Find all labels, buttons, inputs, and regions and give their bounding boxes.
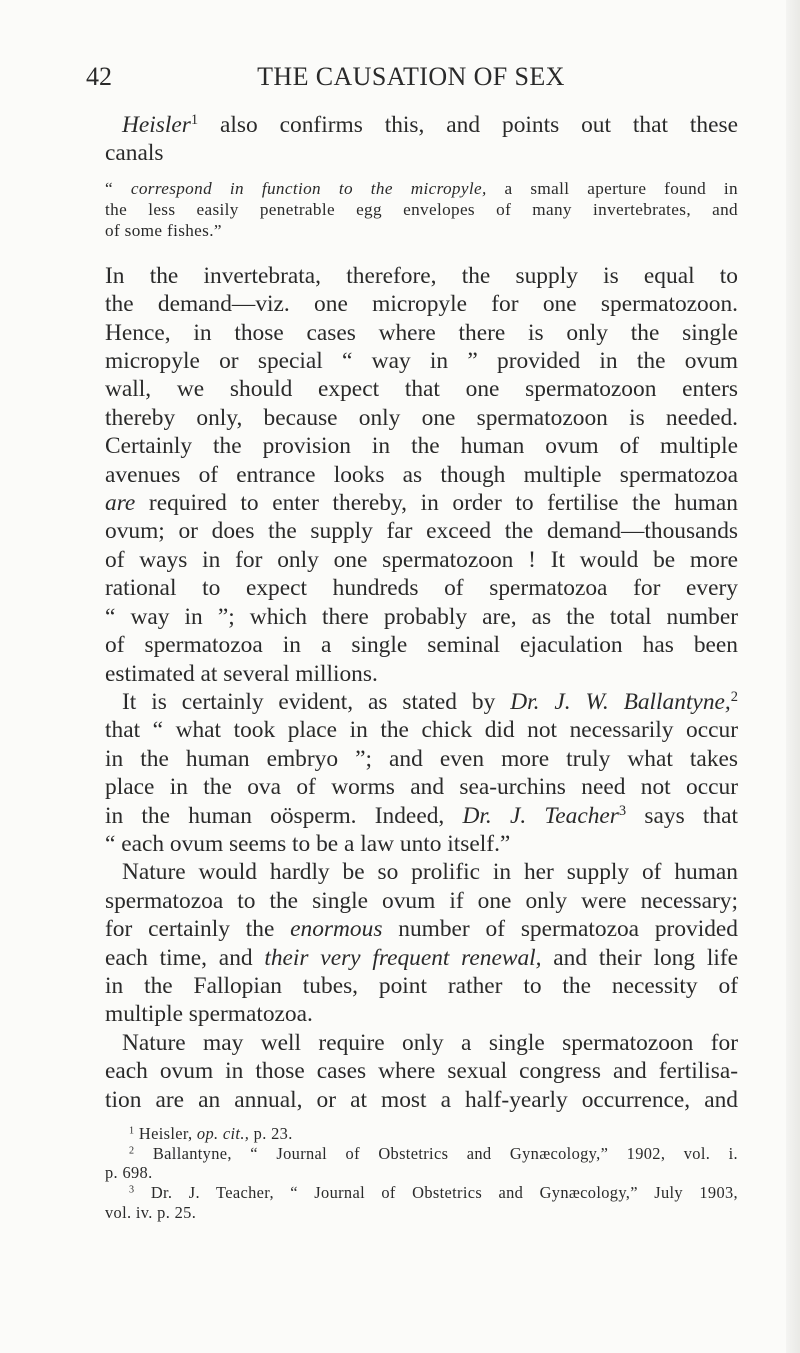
text-line: each ovum in those cases where sexual congress and fertilisa- bbox=[105, 1058, 738, 1085]
footnotes bbox=[105, 1124, 738, 1223]
text-line: place in the ova of worms and sea-urchins need not occur bbox=[105, 774, 738, 801]
text-line: “ way in ”; which there probably are, as the total number bbox=[105, 603, 738, 630]
footnote-1: $^1$ Heisler, op. cit., p. 23. bbox=[129, 1124, 293, 1143]
footnote-ref: 2 bbox=[730, 688, 738, 705]
text-line: ovum; or does the supply far exceed the demand—thousands bbox=[105, 518, 738, 545]
text-line: canals bbox=[105, 140, 164, 167]
text-line: Hence, in those cases where there is only the single bbox=[105, 319, 738, 346]
footnote-ref: 1 bbox=[190, 112, 199, 129]
text-line: multiple spermatozoa. bbox=[105, 1001, 313, 1028]
page-edge bbox=[786, 0, 800, 1353]
text-line: avenues of entrance looks as though multiple spermatozoa bbox=[105, 461, 738, 488]
text-line: in the human oösperm. Indeed, Dr. J. Teacher$^3$ says that bbox=[105, 802, 738, 829]
text-line: spermatozoa to the single ovum if one only were necessary; bbox=[105, 887, 738, 914]
intro-paragraph bbox=[105, 111, 738, 168]
text-line: wall, we should expect that one spermatozoon enters bbox=[105, 376, 738, 403]
running-head: THE CAUSATION OF SEX bbox=[257, 62, 565, 91]
text-line: thereby only, because only one spermatozoon is needed. bbox=[105, 404, 738, 431]
text-line: in the human embryo ”; and even more truly what takes bbox=[105, 745, 738, 772]
text-line: that “ what took place in the chick did not necessarily occur bbox=[105, 717, 738, 744]
text-line: It is certainly evident, as stated by Dr. J. W. Ballantyne,$^2$ bbox=[122, 688, 738, 715]
text-line: In the invertebrata, therefore, the supply is equal to bbox=[105, 262, 738, 289]
text-line: in the Fallopian tubes, point rather to the necessity of bbox=[105, 972, 738, 999]
footnote-2-cont: p. 698. bbox=[105, 1163, 153, 1183]
text-line: estimated at several millions. bbox=[105, 660, 378, 687]
text-line: Certainly the provision in the human ovum of multiple bbox=[105, 433, 738, 460]
page-header bbox=[86, 62, 736, 98]
text-line: the demand—viz. one micropyle for one spermatozoon. bbox=[105, 291, 738, 318]
paragraph bbox=[105, 688, 738, 858]
block-quote bbox=[105, 178, 738, 241]
footnote-2: $^2$ Ballantyne, “ Journal of Obstetrics and Gynæcology,” 1902, vol. i. bbox=[129, 1143, 738, 1163]
text-line: of spermatozoa in a single seminal ejaculation has been bbox=[105, 632, 738, 659]
text-line: rational to expect hundreds of spermatozoa for every bbox=[105, 575, 738, 602]
paragraph bbox=[105, 262, 738, 688]
quote-line: of some fishes.” bbox=[105, 220, 222, 240]
text-line: of ways in for only one spermatozoon ! It would be more bbox=[105, 546, 738, 573]
paragraph bbox=[105, 1029, 738, 1114]
body-text bbox=[105, 111, 739, 1223]
text-line: Heisler$^1$ also confirms this, and points out that these bbox=[122, 112, 738, 138]
text-line: are required to enter thereby, in order to fertilise the human bbox=[105, 490, 738, 517]
text-line: tion are an annual, or at most a half-yearly occurrence, and bbox=[105, 1086, 738, 1113]
footnote-ref: 3 bbox=[618, 802, 627, 819]
text-line: for certainly the enormous number of spermatozoa provided bbox=[105, 916, 739, 943]
text-line: Nature may well require only a single spermatozoon for bbox=[122, 1029, 738, 1056]
text-line: each time, and their very frequent renewal, and their long life bbox=[105, 944, 739, 971]
text-line: Nature would hardly be so prolific in her supply of human bbox=[122, 859, 738, 886]
page-number: 42 bbox=[86, 62, 112, 91]
author-name: Heisler bbox=[122, 112, 191, 138]
quote-line: the less easily penetrable egg envelopes of many invertebrates, and bbox=[105, 199, 738, 219]
quote-line: “ correspond in function to the micropyle, a small aperture found in bbox=[105, 178, 738, 198]
text-line: “ each ovum seems to be a law unto itself.” bbox=[105, 830, 511, 857]
paragraph bbox=[105, 858, 738, 1028]
text-line: micropyle or special “ way in ” provided in the ovum bbox=[105, 348, 738, 375]
footnote-3: $^3$ Dr. J. Teacher, “ Journal of Obstetrics and Gynæcology,” July 1903, bbox=[129, 1183, 738, 1203]
footnote-3-cont: vol. iv. p. 25. bbox=[105, 1202, 197, 1222]
